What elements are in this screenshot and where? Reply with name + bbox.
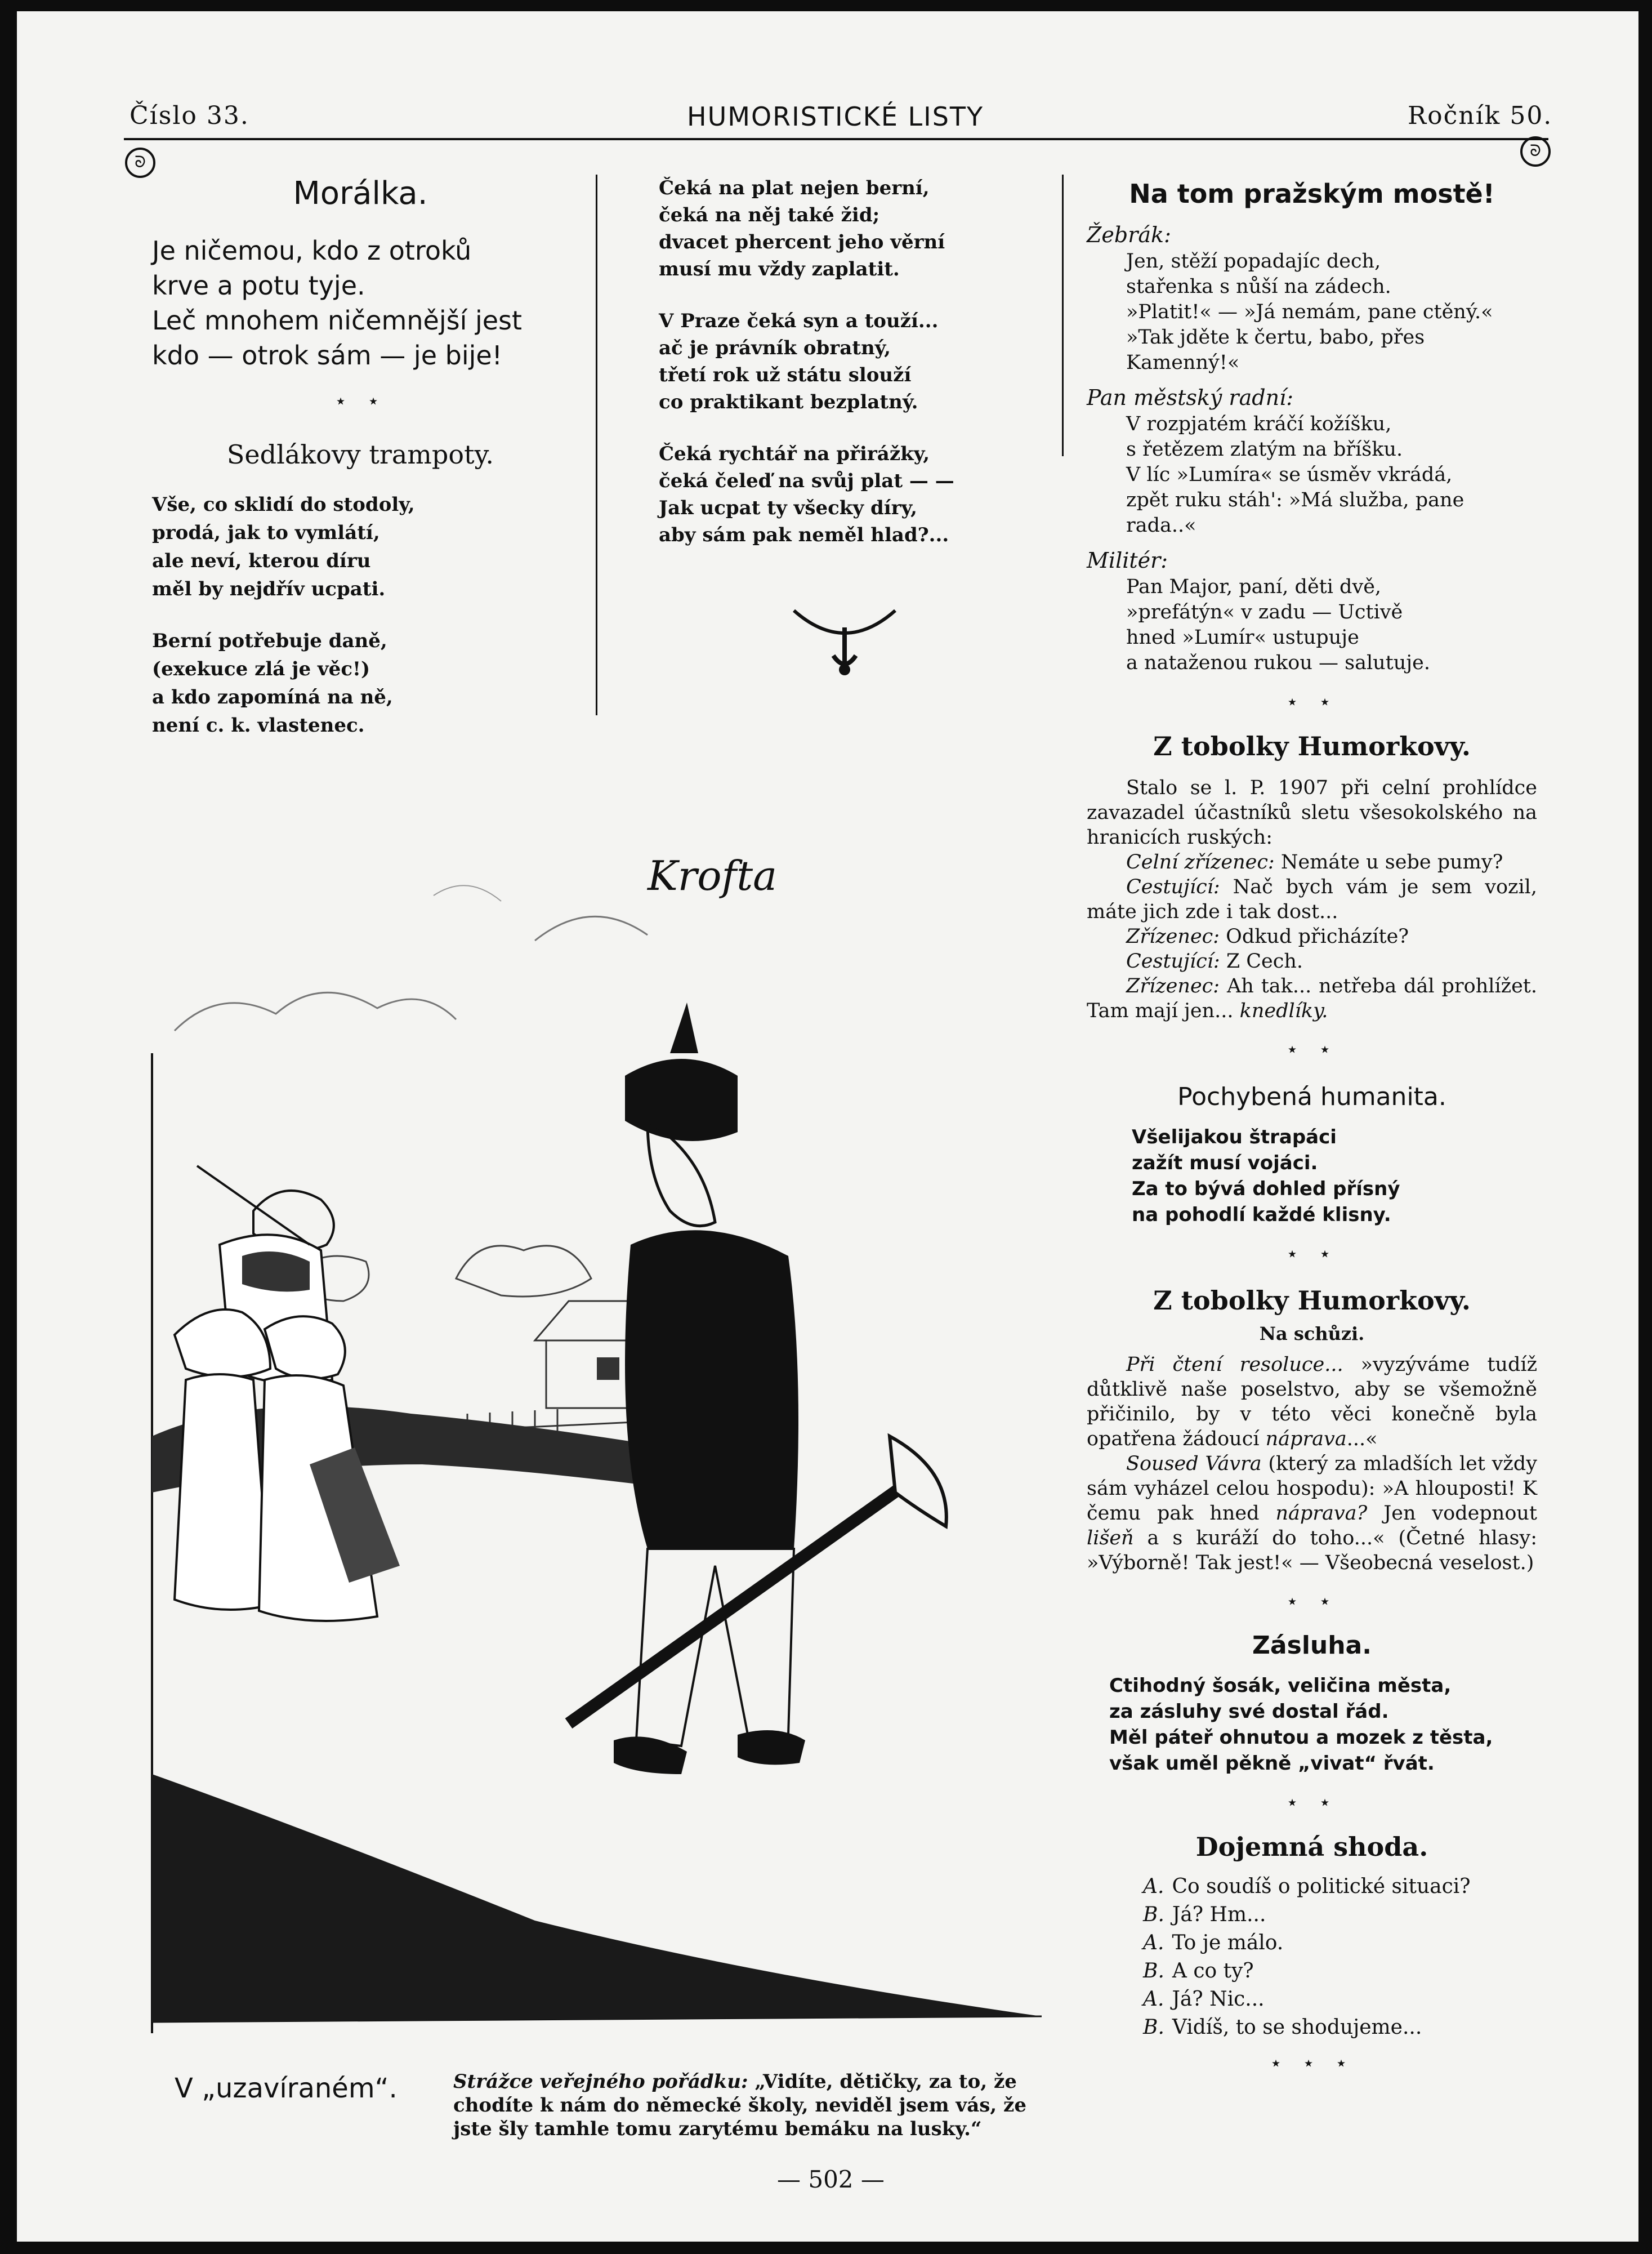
section-title: Na tom pražským mostě!	[1129, 179, 1495, 209]
dialog-line	[1143, 1901, 1537, 1929]
speaker-label: Zřízenec:	[1126, 925, 1220, 948]
dialogue-line	[1087, 949, 1537, 974]
speaker-label: Cestující:	[1126, 876, 1220, 898]
separator-stars: ⋆ ⋆	[1285, 691, 1338, 714]
dialogue-text: Ah tak... netřeba dál prohlížet. Tam mají jen...	[1087, 975, 1537, 1022]
poem-verse: V rozpjatém kráčí kožíšku, s řetězem zlatým na bříšku. V líc »Lumíra« se úsměv vkrádá, zpět ruku stáh': »Má služba, pane rada..«	[1126, 413, 1465, 537]
column-divider	[1062, 175, 1064, 456]
ornament-icon: ᘐ	[125, 148, 155, 178]
cartoon-illustration	[141, 817, 1064, 2039]
poem-verse: V Praze čeká syn a touží... ač je právník obratný, třetí rok už státu slouží co praktikant bezplatný.	[659, 310, 939, 413]
cartoon-caption	[453, 2070, 1044, 2141]
section-title: Dojemná shoda.	[1195, 1832, 1428, 1862]
column-2	[659, 175, 1042, 678]
column-divider	[596, 175, 597, 715]
speaker-label: B.	[1143, 1959, 1164, 1983]
dialog-text: Já? Hm...	[1172, 1903, 1266, 1926]
poem-verse: Je ničemou, kdo z otroků krve a potu tyje. Leč mnohem ničemnější jest kdo — otrok sám — je bije!	[152, 235, 523, 371]
dialog-line	[1143, 2014, 1537, 2042]
caption-text: „Vidíte, dětičky, za to, že chodíte k nám do německé školy, neviděl jsem vás, že jste šly tamhle tomu zarytému bemáku na lusky.“	[453, 2070, 1026, 2140]
dialogue-line	[1087, 875, 1537, 924]
journal-title: HUMORISTICKÉ LISTY	[687, 101, 984, 132]
emphasis: náprava?	[1275, 1502, 1368, 1525]
dialog-line	[1143, 1929, 1537, 1957]
section-subtitle: Na schůzi.	[1259, 1323, 1365, 1344]
speaker-label: Celní zřízenec:	[1126, 851, 1275, 874]
caption-speaker: Strážce veřejného pořádku:	[453, 2070, 748, 2093]
separator-stars: ⋆ ⋆ ⋆	[1269, 2052, 1355, 2075]
dialog-text: A co ty?	[1172, 1959, 1254, 1983]
separator-stars: ⋆ ⋆	[1285, 1242, 1338, 1266]
paragraph	[1087, 1352, 1537, 1451]
separator-stars: ⋆ ⋆	[1285, 1590, 1338, 1613]
dialogue-text: Nemáte u sebe pumy?	[1274, 851, 1503, 874]
issue-number: Číslo 33.	[130, 101, 249, 130]
paragraph-text: Jen vodepnout	[1367, 1502, 1537, 1525]
dialog-text: Já? Nic...	[1172, 1988, 1265, 2011]
section-title: Z tobolky Humorkovy.	[1153, 731, 1471, 761]
poem-verse: Ctihodný šosák, veličina města, za zásluhy své dostal řád. Měl páteř ohnutou a mozek z těsta, však uměl pěkně „vivat“ řvát.	[1109, 1674, 1493, 1775]
paragraph-text: »vyzýváme tudíž důtklivě naše poselstvo, aby se všemožně přičinilo, by v této věci konečně byla opatřena žádoucí	[1087, 1353, 1538, 1450]
dialogue-line	[1087, 924, 1537, 949]
poem-verse: Berní potřebuje daně, (exekuce zlá je věc!) a kdo zapomíná na ně, není c. k. vlastenec.	[152, 630, 393, 737]
speaker-label: Cestující:	[1126, 950, 1220, 973]
emphasis: Soused Vávra	[1126, 1453, 1262, 1475]
poem-title: Morálka.	[293, 175, 428, 212]
floral-ornament-icon	[771, 588, 918, 678]
separator-stars: ⋆ ⋆	[334, 390, 387, 413]
speaker-label: A.	[1143, 1988, 1164, 2011]
dialog-text: Vidíš, to se shodujeme...	[1172, 2016, 1422, 2039]
dialogue-line	[1087, 850, 1537, 875]
dialogue-emphasis: knedlíky.	[1239, 1000, 1328, 1022]
emphasis: náprava	[1265, 1428, 1347, 1450]
emphasis: Při čtení resoluce...	[1126, 1353, 1343, 1376]
dialog-text: To je málo.	[1172, 1931, 1284, 1954]
dialog-list	[1143, 1873, 1537, 2042]
poem-verse: Pan Major, paní, děti dvě, »prefátýn« v zadu — Uctivě hned »Lumír« ustupuje a nataženou rukou — salutuje.	[1126, 576, 1430, 674]
dialog-text: Co soudíš o politické situaci?	[1172, 1875, 1471, 1898]
section-title: Z tobolky Humorkovy.	[1153, 1285, 1471, 1316]
column-1	[152, 175, 569, 740]
artist-signature: Krofta	[648, 852, 778, 899]
section-title: Zásluha.	[1252, 1631, 1372, 1660]
speaker-label: Žebrák:	[1087, 222, 1171, 247]
speaker-label: B.	[1143, 1903, 1164, 1926]
paragraph: Stalo se l. P. 1907 při celní prohlídce zavazadel účastníků sletu všesokolského na hranicích ruských:	[1087, 777, 1537, 849]
emphasis: lišeň	[1087, 1527, 1134, 1549]
speaker-label: Zřízenec:	[1126, 975, 1220, 997]
speaker-label: A.	[1143, 1931, 1164, 1954]
speaker-label: Pan městský radní:	[1087, 385, 1294, 410]
separator-stars: ⋆ ⋆	[1285, 1038, 1338, 1061]
poem-verse: Jen, stěží popadajíc dech, stařenka s nůší na zádech. »Platit!« — »Já nemám, pane ctěný.« »Tak jděte k čertu, babo, přes Kamenný!«	[1126, 250, 1493, 374]
ornament-icon: ᘐ	[1520, 136, 1551, 167]
cartoon-caption-title: V „uzavíraném“.	[175, 2073, 398, 2104]
poem-verse: Čeká rychtář na přirážky, čeká čeleď na svůj plat — — Jak ucpat ty všecky díry, aby sám pak neměl hlad?...	[659, 443, 954, 546]
speaker-label: A.	[1143, 1875, 1164, 1898]
paragraph	[1087, 1451, 1537, 1575]
paragraph-text: ...«	[1346, 1428, 1378, 1450]
dialog-line	[1143, 1873, 1537, 1901]
speaker-label: Militér:	[1087, 548, 1168, 573]
poem-title: Sedlákovy trampoty.	[226, 439, 494, 470]
poem-verse: Čeká na plat nejen berní, čeká na něj také žid; dvacet phercent jeho věrní musí mu vždy zaplatit.	[659, 177, 945, 280]
poem-verse: Všelijakou štrapáci zažít musí vojáci. Za to bývá dohled přísný na pohodlí každé klisny.	[1132, 1126, 1400, 1226]
section-title: Pochybená humanita.	[1177, 1083, 1446, 1111]
volume-number: Ročník 50.	[1408, 101, 1553, 130]
separator-stars: ⋆ ⋆	[1285, 1791, 1338, 1814]
speaker-label: B.	[1143, 2016, 1164, 2039]
dialogue-text: Z Cech.	[1220, 950, 1303, 973]
paragraph-text: (který za mladších let vždy sám vyházel celou hospodu): »A hlouposti! K čemu pak hned	[1087, 1453, 1537, 1525]
newspaper-page	[17, 11, 1638, 2242]
dialogue-line	[1087, 974, 1537, 1023]
dialogue-text: Odkud přicházíte?	[1220, 925, 1409, 948]
paragraph-text: a s kuráží do toho...« (Četné hlasy: »Výborně! Tak jest!« — Všeobecná veselost.)	[1087, 1527, 1537, 1574]
page-number: — 502 —	[777, 2166, 885, 2193]
poem-verse: Vše, co sklidí do stodoly, prodá, jak to vymlátí, ale neví, kterou díru měl by nejdřív ucpati.	[152, 493, 415, 600]
dialog-line	[1143, 1985, 1537, 2014]
header-rule	[124, 138, 1548, 140]
dialog-line	[1143, 1957, 1537, 1985]
dialogue-text: Nač bych vám je sem vozil, máte jich zde i tak dost...	[1087, 876, 1537, 923]
column-3	[1087, 175, 1537, 2075]
